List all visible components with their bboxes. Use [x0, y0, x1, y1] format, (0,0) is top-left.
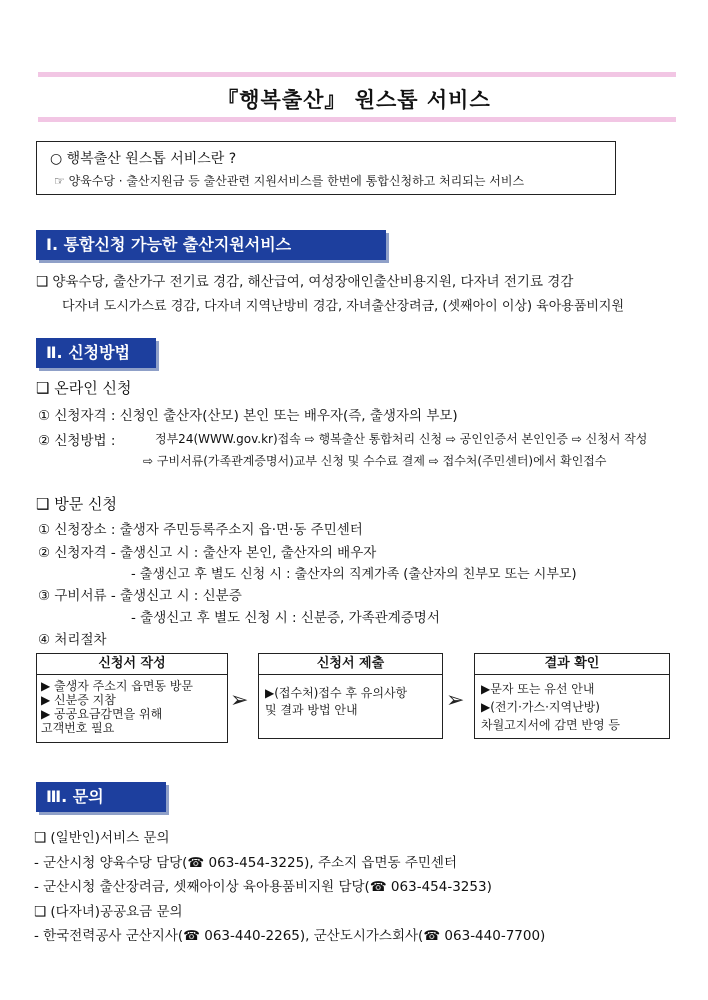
flow-step-line: ▶ 신분증 지참 — [41, 693, 116, 707]
online-method-step2: ⇨ 구비서류(가족관계증명서)교부 신청 및 수수료 결제 ⇨ 접수처(주민센터)에서 확인접수 — [143, 454, 607, 468]
flow-step-title: 신청서 제출 — [259, 654, 442, 675]
flow-step-line: 고객번호 필요 — [41, 721, 115, 735]
visit-procedure: ④ 처리절차 — [38, 632, 107, 648]
flow-step-line: ▶ 공공요금감면을 위해 — [41, 707, 163, 721]
flow-step-line: ▶(접수처)접수 후 유의사항 — [265, 686, 408, 700]
intro-answer: ☞ 양육수당 · 출산지원금 등 출산관련 지원서비스를 한번에 통합신청하고 처리되는 서비스 — [54, 174, 525, 188]
visit-documents-b: - 출생신고 후 별도 신청 시 : 신분증, 가족관계증명서 — [131, 610, 440, 626]
flow-step-submit — [258, 653, 443, 739]
section-heading-contact: Ⅲ. 문의 — [36, 782, 166, 812]
contact-multichild-1: - 한국전력공사 군산지사(☎ 063-440-2265), 군산도시가스회사(☎ 063-440-7700) — [34, 928, 546, 944]
visit-qualification-a: ② 신청자격 - 출생신고 시 : 출산자 본인, 출산자의 배우자 — [38, 545, 377, 561]
section-heading-services: Ⅰ. 통합신청 가능한 출산지원서비스 — [36, 230, 386, 260]
flow-step-line: ▶(전기·가스·지역난방) — [481, 700, 600, 714]
contact-general-title: ❑ (일반인)서비스 문의 — [34, 830, 170, 846]
page-title: 『행복출산』 원스톱 서비스 — [217, 88, 491, 112]
flow-step-line: 차월고지서에 감면 반영 등 — [481, 718, 620, 732]
flow-step-line: ▶ 출생자 주소지 읍면동 방문 — [41, 679, 193, 693]
services-line-2: 다자녀 도시가스료 경감, 다자녀 지역난방비 경감, 자녀출산장려금, (셋째아이 이상) 육아용품비지원 — [62, 299, 625, 314]
services-line-1: ❑ 양육수당, 출산가구 전기료 경감, 해산급여, 여성장애인출산비용지원, 다자녀 전기료 경감 — [36, 274, 574, 290]
contact-multichild-title: ❑ (다자녀)공공요금 문의 — [34, 904, 183, 920]
online-method-label: ② 신청방법 : — [38, 433, 116, 449]
contact-general-1: - 군산시청 양육수당 담당(☎ 063-454-3225), 주소지 읍면동 주민센터 — [34, 855, 458, 871]
flow-arrow-icon: ➢ — [230, 688, 249, 713]
flow-arrow-icon: ➢ — [446, 688, 465, 713]
title-divider — [38, 117, 676, 122]
online-title: ❑ 온라인 신청 — [36, 379, 132, 397]
online-qualification: ① 신청자격 : 신청인 출산자(산모) 본인 또는 배우자(즉, 출생자의 부모) — [38, 408, 458, 424]
visit-qualification-b: - 출생신고 후 별도 신청 시 : 출산자의 직계가족 (출산자의 친부모 또는 시부모) — [131, 567, 577, 582]
flow-step-title: 결과 확인 — [475, 654, 669, 675]
section-heading-method: Ⅱ. 신청방법 — [36, 338, 156, 368]
online-method-step1: 정부24(WWW.gov.kr)접속 ⇨ 행복출산 통합처리 신청 ⇨ 공인인증서 본인인증 ⇨ 신청서 작성 — [155, 432, 648, 446]
flow-step-line: ▶문자 또는 유선 안내 — [481, 682, 595, 696]
visit-location: ① 신청장소 : 출생자 주민등록주소지 읍·면·동 주민센터 — [38, 522, 363, 538]
visit-title: ❑ 방문 신청 — [36, 495, 117, 513]
flow-step-write — [36, 653, 228, 743]
top-divider — [38, 72, 676, 77]
flow-step-result — [474, 653, 670, 739]
flow-step-title: 신청서 작성 — [37, 654, 227, 675]
contact-general-2: - 군산시청 출산장려금, 셋째아이상 육아용품비지원 담당(☎ 063-454-3253) — [34, 879, 492, 895]
intro-question: ○ 행복출산 원스톱 서비스란 ? — [50, 151, 237, 167]
visit-documents-a: ③ 구비서류 - 출생신고 시 : 신분증 — [38, 588, 242, 604]
flow-step-line: 및 결과 방법 안내 — [265, 703, 358, 717]
